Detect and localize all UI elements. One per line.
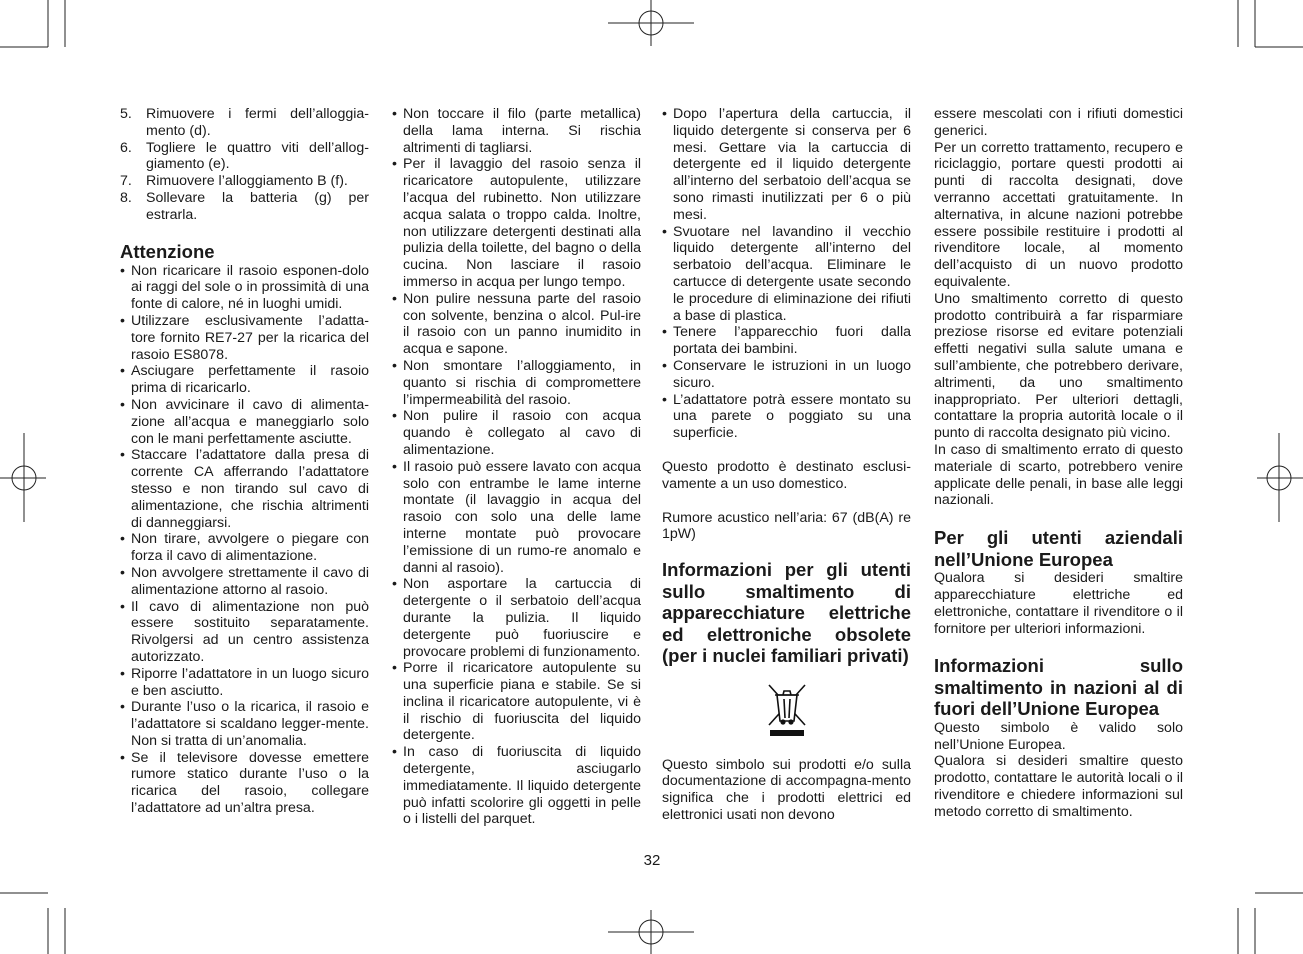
- list-item: • Non pulire il rasoio con acqua quando è collegato al cavo di alimentazione.: [392, 408, 641, 458]
- non-eu-heading: Informazioni sullo smaltimento in nazioni al di fuori dell’Unione Europea: [934, 655, 1183, 720]
- list-item: • Utilizzare esclusivamente l’adatta-tore fornito RE7-27 per la ricarica del rasoio ES8078.: [120, 313, 369, 363]
- domestic-use-note: Questo prodotto è destinato esclusi-vamente a un uso domestico.: [662, 458, 911, 492]
- benefits-paragraph: Uno smaltimento corretto di questo prodotto contribuirà a far risparmiare preziose risorse ed evitare potenziali effetti negativi sulla salute umana e sull’ambiente, che potrebbero derivare, altrimenti, da uno smaltimento inappropriato. Per ulteriori dettagli, contattare la propria autorità locale o il punto di raccolta designato più vicino.: [934, 290, 1183, 442]
- column-3: [662, 106, 911, 824]
- list-item: • Se il televisore dovesse emettere rumore statico durante l’uso o la ricarica del rasoio, collegare l’adattatore ad un’altra presa.: [120, 750, 369, 817]
- list-item: • Non avvicinare il cavo di alimenta-zione all’acqua e maneggiarlo solo con le mani perfettamente asciutte.: [120, 397, 369, 447]
- list-item: • Conservare le istruzioni in un luogo sicuro.: [662, 358, 911, 392]
- attention-heading: Attenzione: [120, 240, 215, 262]
- step-text: Sollevare la batteria (g) per estrarla.: [146, 189, 369, 223]
- non-eu-paragraph-1: Questo simbolo è valido solo nell’Unione Europea.: [934, 719, 1183, 753]
- disassembly-steps: [120, 106, 369, 224]
- list-item: • Svuotare nel lavandino il vecchio liquido detergente all’interno del serbatoio dell’acqua. Eliminare le cartucce di detergente usate secondo le procedure di eliminazione dei rifiuti a base di plastica.: [662, 224, 911, 325]
- list-item: • Non pulire nessuna parte del rasoio con solvente, benzina o alcol. Pul-ire il rasoio con un panno inumidito in acqua e sapone.: [392, 291, 641, 358]
- list-item: • In caso di fuoriuscita di liquido detergente, asciugarlo immediatamente. Il liquido detergente può infatti scolorire gli oggetti in pelle o i listelli del parquet.: [392, 744, 641, 828]
- list-item: • Non tirare, avvolgere o piegare con forza il cavo di alimentazione.: [120, 531, 369, 565]
- page-number: 32: [643, 852, 661, 869]
- column-1: [120, 106, 369, 817]
- list-item: • Non avvolgere strettamente il cavo di alimentazione attorno al rasoio.: [120, 565, 369, 599]
- registration-mark-icon: [0, 433, 46, 522]
- list-item: • Per il lavaggio del rasoio senza il ricaricatore autopulente, utilizzare l’acqua del rubinetto. Non utilizzare acqua salata o troppo calda. Inoltre, non utilizzare detergenti destinati alla pulizia della toilette, del bagno o della cucina. Non lasciare il rasoio immerso in acqua per lungo tempo.: [392, 156, 641, 290]
- list-item: • Riporre l’adattatore in un luogo sicuro e ben asciutto.: [120, 666, 369, 700]
- list-item: • Non asportare la cartuccia di detergente o il serbatoio dell’acqua durante la pulizia. Il liquido detergente può fuoriuscire e provocare problemi di funzionamento.: [392, 576, 641, 660]
- step-number: 8.: [120, 189, 132, 206]
- list-item: • Porre il ricaricatore autopulente su una superficie piana e stabile. Se si inclina il ricaricatore autopulente, vi è il rischio di fuoriuscita del liquido detergente.: [392, 660, 641, 744]
- continued-paragraph: essere mescolati con i rifiuti domestici generici.: [934, 106, 1183, 139]
- symbol-explanation: Questo simbolo sui prodotti e/o sulla documentazione di accompagna-mento significa che i prodotti elettrici ed elettronici usati non devono: [662, 756, 911, 824]
- column-2: [392, 106, 641, 828]
- step-text: Togliere le quattro viti dell’allog-giamento (e).: [146, 139, 369, 173]
- step-item: [120, 173, 369, 190]
- attention-list: [120, 263, 369, 817]
- weee-crossed-bin-icon: [763, 681, 811, 737]
- registration-mark-icon: [1257, 433, 1303, 522]
- noise-note: Rumore acustico nell’aria: 67 (dB(A) re 1pW): [662, 509, 911, 543]
- step-item: [120, 140, 369, 174]
- recycling-paragraph: Per un corretto trattamento, recupero e riciclaggio, portare questi prodotti ai punti di raccolta designati, dove verranno accettati gratuitamente. In alternativa, in alcune nazioni potrebbe essere possibile restituire i prodotti al rivenditore locale, al momento dell’acquisto di un nuovo prodotto equivalente.: [934, 139, 1183, 290]
- list-item: • Non smontare l’alloggiamento, in quanto si rischia di compromettere l’impermeabilità del rasoio.: [392, 358, 641, 408]
- list-item: • Non ricaricare il rasoio esponen-dolo ai raggi del sole o in prossimità di una fonte di calore, né in luoghi umidi.: [120, 263, 369, 313]
- list-item: • Non toccare il filo (parte metallica) della lama interna. Si rischia altrimenti di tagliarsi.: [392, 106, 641, 156]
- list-item: • Dopo l’apertura della cartuccia, il liquido detergente si conserva per 6 mesi. Gettare via la cartuccia di detergente ed il liquido detergente all’interno del serbatoio dell’acqua se sono rimasti inutilizzati per 6 o più mesi.: [662, 106, 911, 224]
- list-item: • L’adattatore potrà essere montato su una parete o poggiato su una superficie.: [662, 392, 911, 442]
- list-item: • Asciugare perfettamente il rasoio prima di ricaricarlo.: [120, 363, 369, 397]
- step-item: [120, 190, 369, 224]
- step-text: Rimuovere i fermi dell’alloggia-mento (d).: [146, 106, 369, 139]
- list-item: • Il rasoio può essere lavato con acqua solo con entrambe le lame interne montate (il lavaggio in acqua del rasoio con solo una delle lame interne montate può provocare l’emissione di un rumo-re anomalo e danni al rasoio).: [392, 459, 641, 577]
- column-4: [934, 106, 1183, 821]
- list-item: • Il cavo di alimentazione non può essere sostituito separatamente. Rivolgersi ad un centro assistenza autorizzato.: [120, 599, 369, 666]
- business-heading: Per gli utenti aziendali nell’Unione Europea: [934, 527, 1183, 570]
- step-text: Rimuovere l’alloggiamento B (f).: [146, 173, 348, 190]
- step-number: 5.: [120, 106, 132, 122]
- list-item: • Staccare l’adattatore dalla presa di corrente CA afferrando l’adattatore stesso e non tirando sul cavo di alimentazione, che rischia altrimenti di danneggiarsi.: [120, 447, 369, 531]
- warnings-list: [392, 106, 641, 828]
- list-item: • Tenere l’apparecchio fuori dalla portata dei bambini.: [662, 324, 911, 358]
- registration-mark-icon: [608, 910, 694, 954]
- step-number: 6.: [120, 139, 132, 156]
- step-number: 7.: [120, 173, 132, 190]
- step-item: [120, 106, 369, 140]
- penalties-paragraph: In caso di smaltimento errato di questo materiale di scarto, potrebbero venire applicate delle penali, in base alle leggi nazionali.: [934, 441, 1183, 509]
- list-item: • Durante l’uso o la ricarica, il rasoio e l’adattatore si scaldano legger-mente. Non si tratta di un’anomalia.: [120, 699, 369, 749]
- non-eu-paragraph-2: Qualora si desideri smaltire questo prodotto, contattare le autorità locali o il rivenditore e chiedere informazioni sul metodo corretto di smaltimento.: [934, 753, 1183, 820]
- disposal-heading: Informazioni per gli utenti sullo smaltimento di apparecchiature elettriche ed elettroniche obsolete (per i nuclei familiari privati): [662, 559, 911, 667]
- care-list: [662, 106, 911, 442]
- registration-mark-icon: [608, 0, 694, 46]
- business-paragraph: Qualora si desideri smaltire apparecchiature elettriche ed elettroniche, contattare il rivenditore o il fornitore per ulteriori informazioni.: [934, 570, 1183, 637]
